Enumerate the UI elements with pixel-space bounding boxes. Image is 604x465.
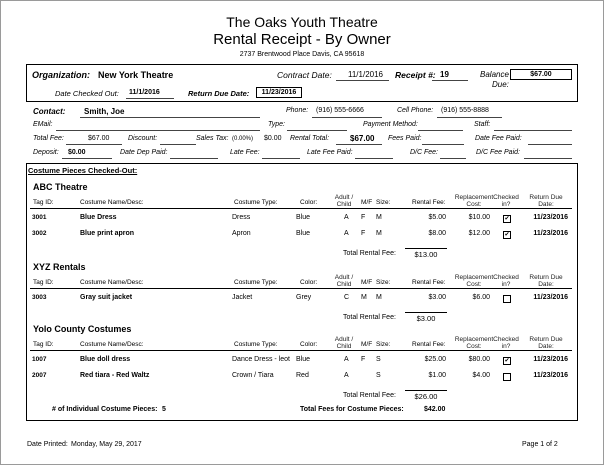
sales-tax-value: $0.00 xyxy=(264,135,282,142)
costume-color: Blue xyxy=(296,214,311,221)
costume-type: Dress xyxy=(232,214,251,221)
rental-fee: $25.00 xyxy=(424,356,446,363)
staff-label: Staff: xyxy=(474,121,491,128)
pieces-title: Costume Pieces Checked-Out: xyxy=(28,166,138,175)
owner-name: ABC Theatre xyxy=(33,182,88,192)
col-checked-2: in? xyxy=(501,281,511,288)
rental-fee: $8.00 xyxy=(428,230,446,237)
checked-in-checkbox xyxy=(503,295,511,303)
address: 2737 Brentwood Place Davis, CA 95618 xyxy=(239,51,365,58)
balance-label: Balance xyxy=(480,70,509,79)
contact-label: Contact: xyxy=(33,107,66,116)
col-costume-name: Costume Name/Desc: xyxy=(80,341,144,348)
date-dep-paid-label: Date Dep Paid: xyxy=(120,149,168,156)
total-rental-fee-value: $3.00 xyxy=(416,314,436,323)
col-return-2: Date: xyxy=(538,281,554,288)
col-color: Color: xyxy=(300,279,318,286)
page-title: Rental Receipt - By Owner xyxy=(213,31,391,48)
total-rental-fee-label: Total Rental Fee: xyxy=(343,314,396,321)
total-rental-fee-value: $13.00 xyxy=(414,250,438,259)
contract-date-value: 11/1/2016 xyxy=(348,70,383,79)
col-checked-2: in? xyxy=(501,343,511,350)
col-replacement-1: Replacement xyxy=(454,336,494,343)
pieces-count-value: 5 xyxy=(162,406,166,413)
rental-fee: $1.00 xyxy=(428,372,446,379)
total-rental-fee-value: $26.00 xyxy=(414,392,438,401)
tag-id: 3002 xyxy=(32,230,47,237)
page-number: Page 1 of 2 xyxy=(522,441,558,448)
rental-total-value: $67.00 xyxy=(350,134,375,143)
gender: F xyxy=(361,214,366,221)
costume-name: Gray suit jacket xyxy=(80,294,133,301)
return-due-date: 11/23/2016 xyxy=(533,230,568,237)
printed-label: Date Printed: xyxy=(27,441,68,448)
checked-in-checkbox: ✔ xyxy=(504,216,510,222)
org-name: The Oaks Youth Theatre xyxy=(226,14,378,30)
gender: F xyxy=(361,356,366,363)
col-tag-id: Tag ID: xyxy=(33,279,54,286)
receipt-value: 19 xyxy=(440,70,449,79)
costume-type: Dance Dress - leot xyxy=(232,356,290,363)
col-replacement-1: Replacement xyxy=(454,274,494,281)
total-rule xyxy=(405,312,447,313)
costume-type: Jacket xyxy=(232,294,253,301)
col-rental-fee: Rental Fee: xyxy=(412,341,446,348)
total-rental-fee-label: Total Rental Fee: xyxy=(343,392,396,399)
costume-name: Blue doll dress xyxy=(80,356,131,363)
tag-id: 1007 xyxy=(32,356,47,363)
costume-type: Crown / Tiara xyxy=(232,372,274,379)
adult-child: C xyxy=(344,294,350,301)
size: M xyxy=(376,294,382,301)
total-fees-label: Total Fees for Costume Pieces: xyxy=(300,406,404,413)
col-costume-name: Costume Name/Desc: xyxy=(80,199,144,206)
organization-label: Organization: xyxy=(32,70,90,80)
return-due-date: 11/23/2016 xyxy=(533,356,568,363)
header-rule xyxy=(30,208,572,209)
col-adult-2: Child xyxy=(336,201,352,208)
col-adult-2: Child xyxy=(336,281,352,288)
total-fee-label: Total Fee: xyxy=(33,135,64,142)
due-label: Due: xyxy=(492,80,509,89)
costume-name: Blue Dress xyxy=(80,214,117,221)
col-mf: M/F xyxy=(361,341,373,348)
costume-color: Grey xyxy=(296,294,312,301)
contract-date-label: Contract Date: xyxy=(277,70,332,80)
total-fees-value: $42.00 xyxy=(424,406,446,413)
col-costume-name: Costume Name/Desc: xyxy=(80,279,144,286)
gender: M xyxy=(361,294,367,301)
col-replacement-2: Cost: xyxy=(466,201,482,208)
col-size: Size: xyxy=(376,341,391,348)
phone-value: (916) 555-6666 xyxy=(316,107,364,114)
total-rule xyxy=(405,248,447,249)
return-due-date: 11/23/2016 xyxy=(533,294,568,301)
costume-color: Blue xyxy=(296,356,311,363)
pieces-count-label: # of Individual Costume Pieces: xyxy=(52,406,158,413)
replacement-cost: $10.00 xyxy=(468,214,490,221)
header-rule xyxy=(30,350,572,351)
col-color: Color: xyxy=(300,341,318,348)
receipt-label: Receipt #: xyxy=(395,70,436,80)
owner-name: XYZ Rentals xyxy=(33,262,86,272)
col-costume-type: Costume Type: xyxy=(234,341,278,348)
col-adult-1: Adult / xyxy=(334,194,354,201)
date-checked-out-value: 11/1/2016 xyxy=(129,89,160,96)
organization-value: New York Theatre xyxy=(98,70,174,80)
col-mf: M/F xyxy=(361,279,373,286)
cell-phone-value: (916) 555-8888 xyxy=(441,107,489,114)
costume-color: Blue xyxy=(296,230,311,237)
rental-fee: $5.00 xyxy=(428,214,446,221)
size: S xyxy=(376,372,381,379)
col-rental-fee: Rental Fee: xyxy=(412,279,446,286)
printed-date: Monday, May 29, 2017 xyxy=(71,441,142,448)
adult-child: A xyxy=(344,214,349,221)
email-label: EMail: xyxy=(33,121,53,128)
return-due-date: 11/23/2016 xyxy=(533,214,568,221)
fees-paid-label: Fees Paid: xyxy=(388,135,422,142)
checked-in-checkbox xyxy=(503,373,511,381)
return-due-label: Return Due Date: xyxy=(188,89,250,98)
type-label: Type: xyxy=(268,121,285,128)
col-return-2: Date: xyxy=(538,201,554,208)
payment-method-label: Payment Method: xyxy=(363,121,418,128)
tag-id: 3003 xyxy=(32,294,47,301)
date-checked-out-label: Date Checked Out: xyxy=(55,89,119,98)
dc-fee-label: D/C Fee: xyxy=(410,149,439,156)
costume-color: Red xyxy=(296,372,309,379)
col-costume-type: Costume Type: xyxy=(234,279,278,286)
tag-id: 2007 xyxy=(32,372,47,379)
late-fee-label: Late Fee: xyxy=(230,149,260,156)
col-rental-fee: Rental Fee: xyxy=(412,199,446,206)
deposit-label: Deposit: xyxy=(33,149,59,156)
sales-tax-label: Sales Tax: xyxy=(196,135,229,142)
rental-fee: $3.00 xyxy=(428,294,446,301)
phone-label: Phone: xyxy=(286,107,309,114)
col-return-1: Return Due xyxy=(529,336,563,343)
adult-child: A xyxy=(344,230,349,237)
rental-total-label: Rental Total: xyxy=(290,135,330,142)
dc-fee-paid-label: D/C Fee Paid: xyxy=(476,149,520,156)
total-rental-fee-label: Total Rental Fee: xyxy=(343,250,396,257)
tag-id: 3001 xyxy=(32,214,47,221)
gender: F xyxy=(361,230,366,237)
col-adult-2: Child xyxy=(336,343,352,350)
checked-in-checkbox: ✔ xyxy=(504,358,510,364)
col-return-1: Return Due xyxy=(529,274,563,281)
deposit-value: $0.00 xyxy=(68,149,86,156)
col-tag-id: Tag ID: xyxy=(33,341,54,348)
costume-name: Blue print apron xyxy=(80,230,135,237)
header-rule xyxy=(30,288,572,289)
costume-name: Red tiara - Red Waltz xyxy=(80,372,150,379)
balance-value: $67.00 xyxy=(510,69,572,80)
total-rule xyxy=(405,390,447,391)
col-return-1: Return Due xyxy=(529,194,563,201)
col-color: Color: xyxy=(300,199,318,206)
col-return-2: Date: xyxy=(538,343,554,350)
col-size: Size: xyxy=(376,279,391,286)
return-due-value: 11/23/2016 xyxy=(256,87,302,98)
size: M xyxy=(376,214,382,221)
col-replacement-2: Cost: xyxy=(466,343,482,350)
return-due-date: 11/23/2016 xyxy=(533,372,568,379)
cell-phone-label: Cell Phone: xyxy=(397,107,434,114)
checked-in-checkbox: ✔ xyxy=(504,232,510,238)
size: M xyxy=(376,230,382,237)
col-checked-1: Checked xyxy=(493,336,519,343)
col-replacement-2: Cost: xyxy=(466,281,482,288)
col-checked-1: Checked xyxy=(493,274,519,281)
col-size: Size: xyxy=(376,199,391,206)
adult-child: A xyxy=(344,356,349,363)
costume-type: Apron xyxy=(232,230,251,237)
col-adult-1: Adult / xyxy=(334,336,354,343)
col-adult-1: Adult / xyxy=(334,274,354,281)
col-checked-2: in? xyxy=(501,201,511,208)
total-fee-value: $67.00 xyxy=(88,135,110,142)
late-fee-paid-label: Late Fee Paid: xyxy=(307,149,353,156)
col-costume-type: Costume Type: xyxy=(234,199,278,206)
replacement-cost: $6.00 xyxy=(472,294,490,301)
contact-value: Smith, Joe xyxy=(84,107,125,116)
col-checked-1: Checked xyxy=(493,194,519,201)
replacement-cost: $80.00 xyxy=(468,356,490,363)
size: S xyxy=(376,356,381,363)
replacement-cost: $4.00 xyxy=(472,372,490,379)
adult-child: A xyxy=(344,372,349,379)
col-mf: M/F xyxy=(361,199,373,206)
discount-label: Discount: xyxy=(128,135,158,142)
date-fee-paid-label: Date Fee Paid: xyxy=(475,135,522,142)
sales-tax-rate: (0.00%) xyxy=(232,136,254,142)
replacement-cost: $12.00 xyxy=(468,230,490,237)
owner-name: Yolo County Costumes xyxy=(33,324,132,334)
col-replacement-1: Replacement xyxy=(454,194,494,201)
col-tag-id: Tag ID: xyxy=(33,199,54,206)
